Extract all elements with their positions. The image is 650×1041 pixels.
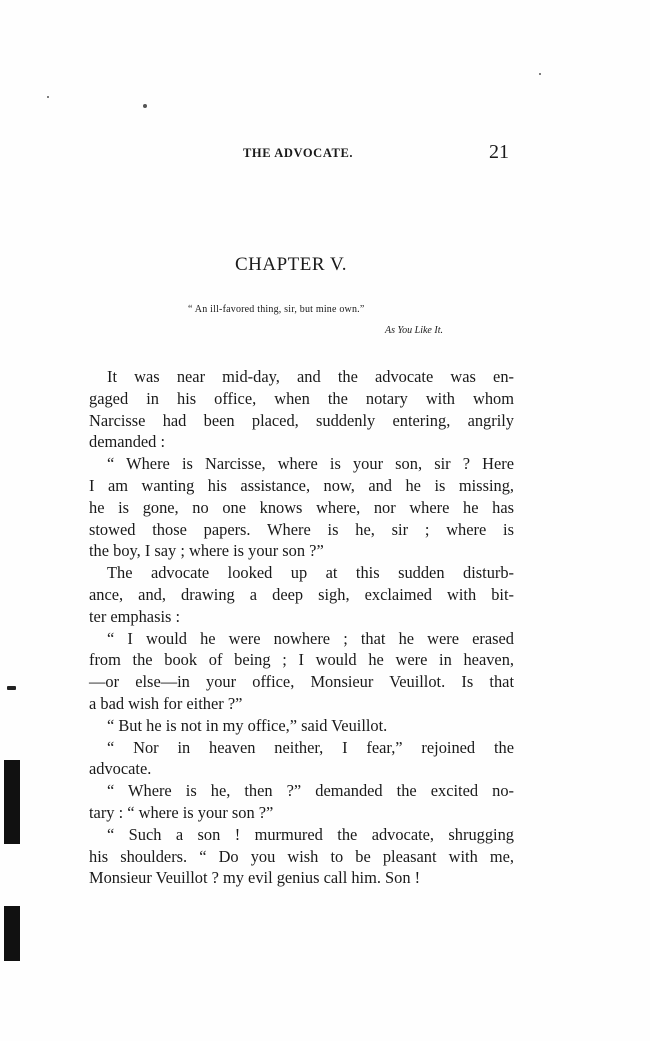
text-line: Monsieur Veuillot ? my evil genius call him. Son ! [89,868,421,888]
running-title: THE ADVOCATE. [243,146,354,160]
text-line: “ I would he were nowhere ; that he were erased [107,628,514,648]
text-line: ance, and, drawing a deep sigh, exclaimed with bit- [89,584,514,604]
scan-edge-bar [4,760,20,844]
text-line: Narcisse had been placed, suddenly entering, angrily [89,410,514,430]
text-line: I am wanting his assistance, now, and he is missing, [89,475,514,495]
scan-speck [7,686,16,690]
text-line: from the book of being ; I would he were in heaven, [89,650,514,670]
text-line: “ Where is he, then ?” demanded the excited no- [107,781,514,801]
text-line: his shoulders. “ Do you wish to be pleasant with me, [89,846,514,866]
scan-speck [143,104,147,108]
epigraph-quote: “ An ill-favored thing, sir, but mine own.” [188,304,365,315]
text-line: “ Nor in heaven neither, I fear,” rejoined the [107,737,514,757]
text-line: “ Such a son ! murmured the advocate, shrugging [107,824,514,844]
page-number: 21 [489,141,509,163]
scan-speck [539,73,541,75]
text-line: The advocate looked up at this sudden disturb- [107,563,514,583]
text-line: It was near mid-day, and the advocate was en- [107,367,514,386]
scan-edge-bar [4,906,20,961]
text-line: ter emphasis : [89,606,181,626]
chapter-title: CHAPTER V. [235,254,347,275]
text-line: a bad wish for either ?” [89,693,243,713]
text-line: advocate. [89,759,152,779]
scan-speck [47,96,49,98]
text-line: “ Where is Narcisse, where is your son, sir ? Here [107,454,514,474]
text-line: stowed those papers. Where is he, sir ; where is [89,519,514,539]
text-line: gaged in his office, when the notary with whom [89,388,514,408]
text-line: he is gone, no one knows where, nor where he has [89,497,514,517]
text-line: tary : “ where is your son ?” [89,802,274,822]
body-text [89,366,514,889]
text-line: —or else—in your office, Monsieur Veuillot. Is that [89,672,514,692]
epigraph-source: As You Like It. [385,325,443,336]
text-line: “ But he is not in my office,” said Veuillot. [107,715,388,735]
text-line: demanded : [89,432,166,452]
text-line: the boy, I say ; where is your son ?” [89,541,324,561]
